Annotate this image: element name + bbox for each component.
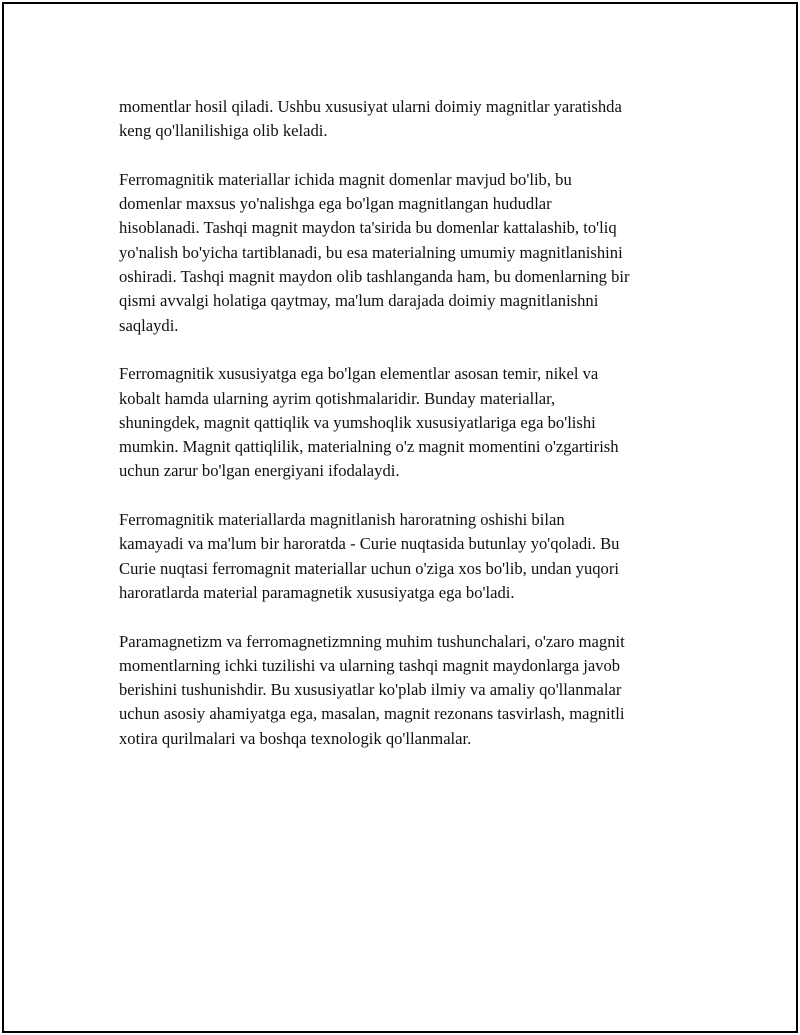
- paragraph-3: Ferromagnitik xususiyatga ega bo'lgan elementlar asosan temir, nikel va kobalt hamda ularning ayrim qotishmalaridir. Bunday materiallar, shuningdek, magnit qattiqlik va yumshoqlik xususiyatlariga ega bo'lishi mumkin. Magnit qattiqlilik, materialning o'z magnit momentini o'zgartirish uchun zarur bo'lgan energiyani ifodalaydi.: [119, 364, 619, 481]
- paragraph-4: Ferromagnitik materiallarda magnitlanish haroratning oshishi bilan kamayadi va ma'lum bir haroratda - Curie nuqtasida butunlay yo'qoladi. Bu Curie nuqtasi ferromagnit materiallar uchun o'ziga xos bo'lib, undan yuqori haroratlarda material paramagnetik xususiyatga ega bo'ladi.: [119, 510, 620, 602]
- document-page: [2, 2, 798, 1033]
- paragraph-5: Paramagnetizm va ferromagnetizmning muhim tushunchalari, o'zaro magnit momentlarning ichki tuzilishi va ularning tashqi magnit maydonlarga javob berishini tushunishdir. Bu xususiyatlar ko'plab ilmiy va amaliy qo'llanmalar uchun asosiy ahamiyatga ega, masalan, magnit rezonans tasvirlash, magnitli xotira qurilmalari va boshqa texnologik qo'llanmalar.: [119, 631, 625, 748]
- paragraph-2: Ferromagnitik materiallar ichida magnit domenlar mavjud bo'lib, bu domenlar maxsus yo'nalishga ega bo'lgan magnitlangan hududlar hisoblanadi. Tashqi magnit maydon ta'sirida bu domenlar kattalashib, to'liq yo'nalish bo'yicha tartiblanadi, bu esa materialning umumiy magnitlanishini oshiradi. Tashqi magnit maydon olib tashlanganda ham, bu domenlarning bir qismi avvalgi holatiga qaytmay, ma'lum darajada doimiy magnitlanishni saqlaydi.: [119, 169, 630, 335]
- document-body: [119, 95, 699, 775]
- paragraph-1: momentlar hosil qiladi. Ushbu xususiyat ularni doimiy magnitlar yaratishda keng qo'llanilishiga olib keladi.: [119, 97, 622, 141]
